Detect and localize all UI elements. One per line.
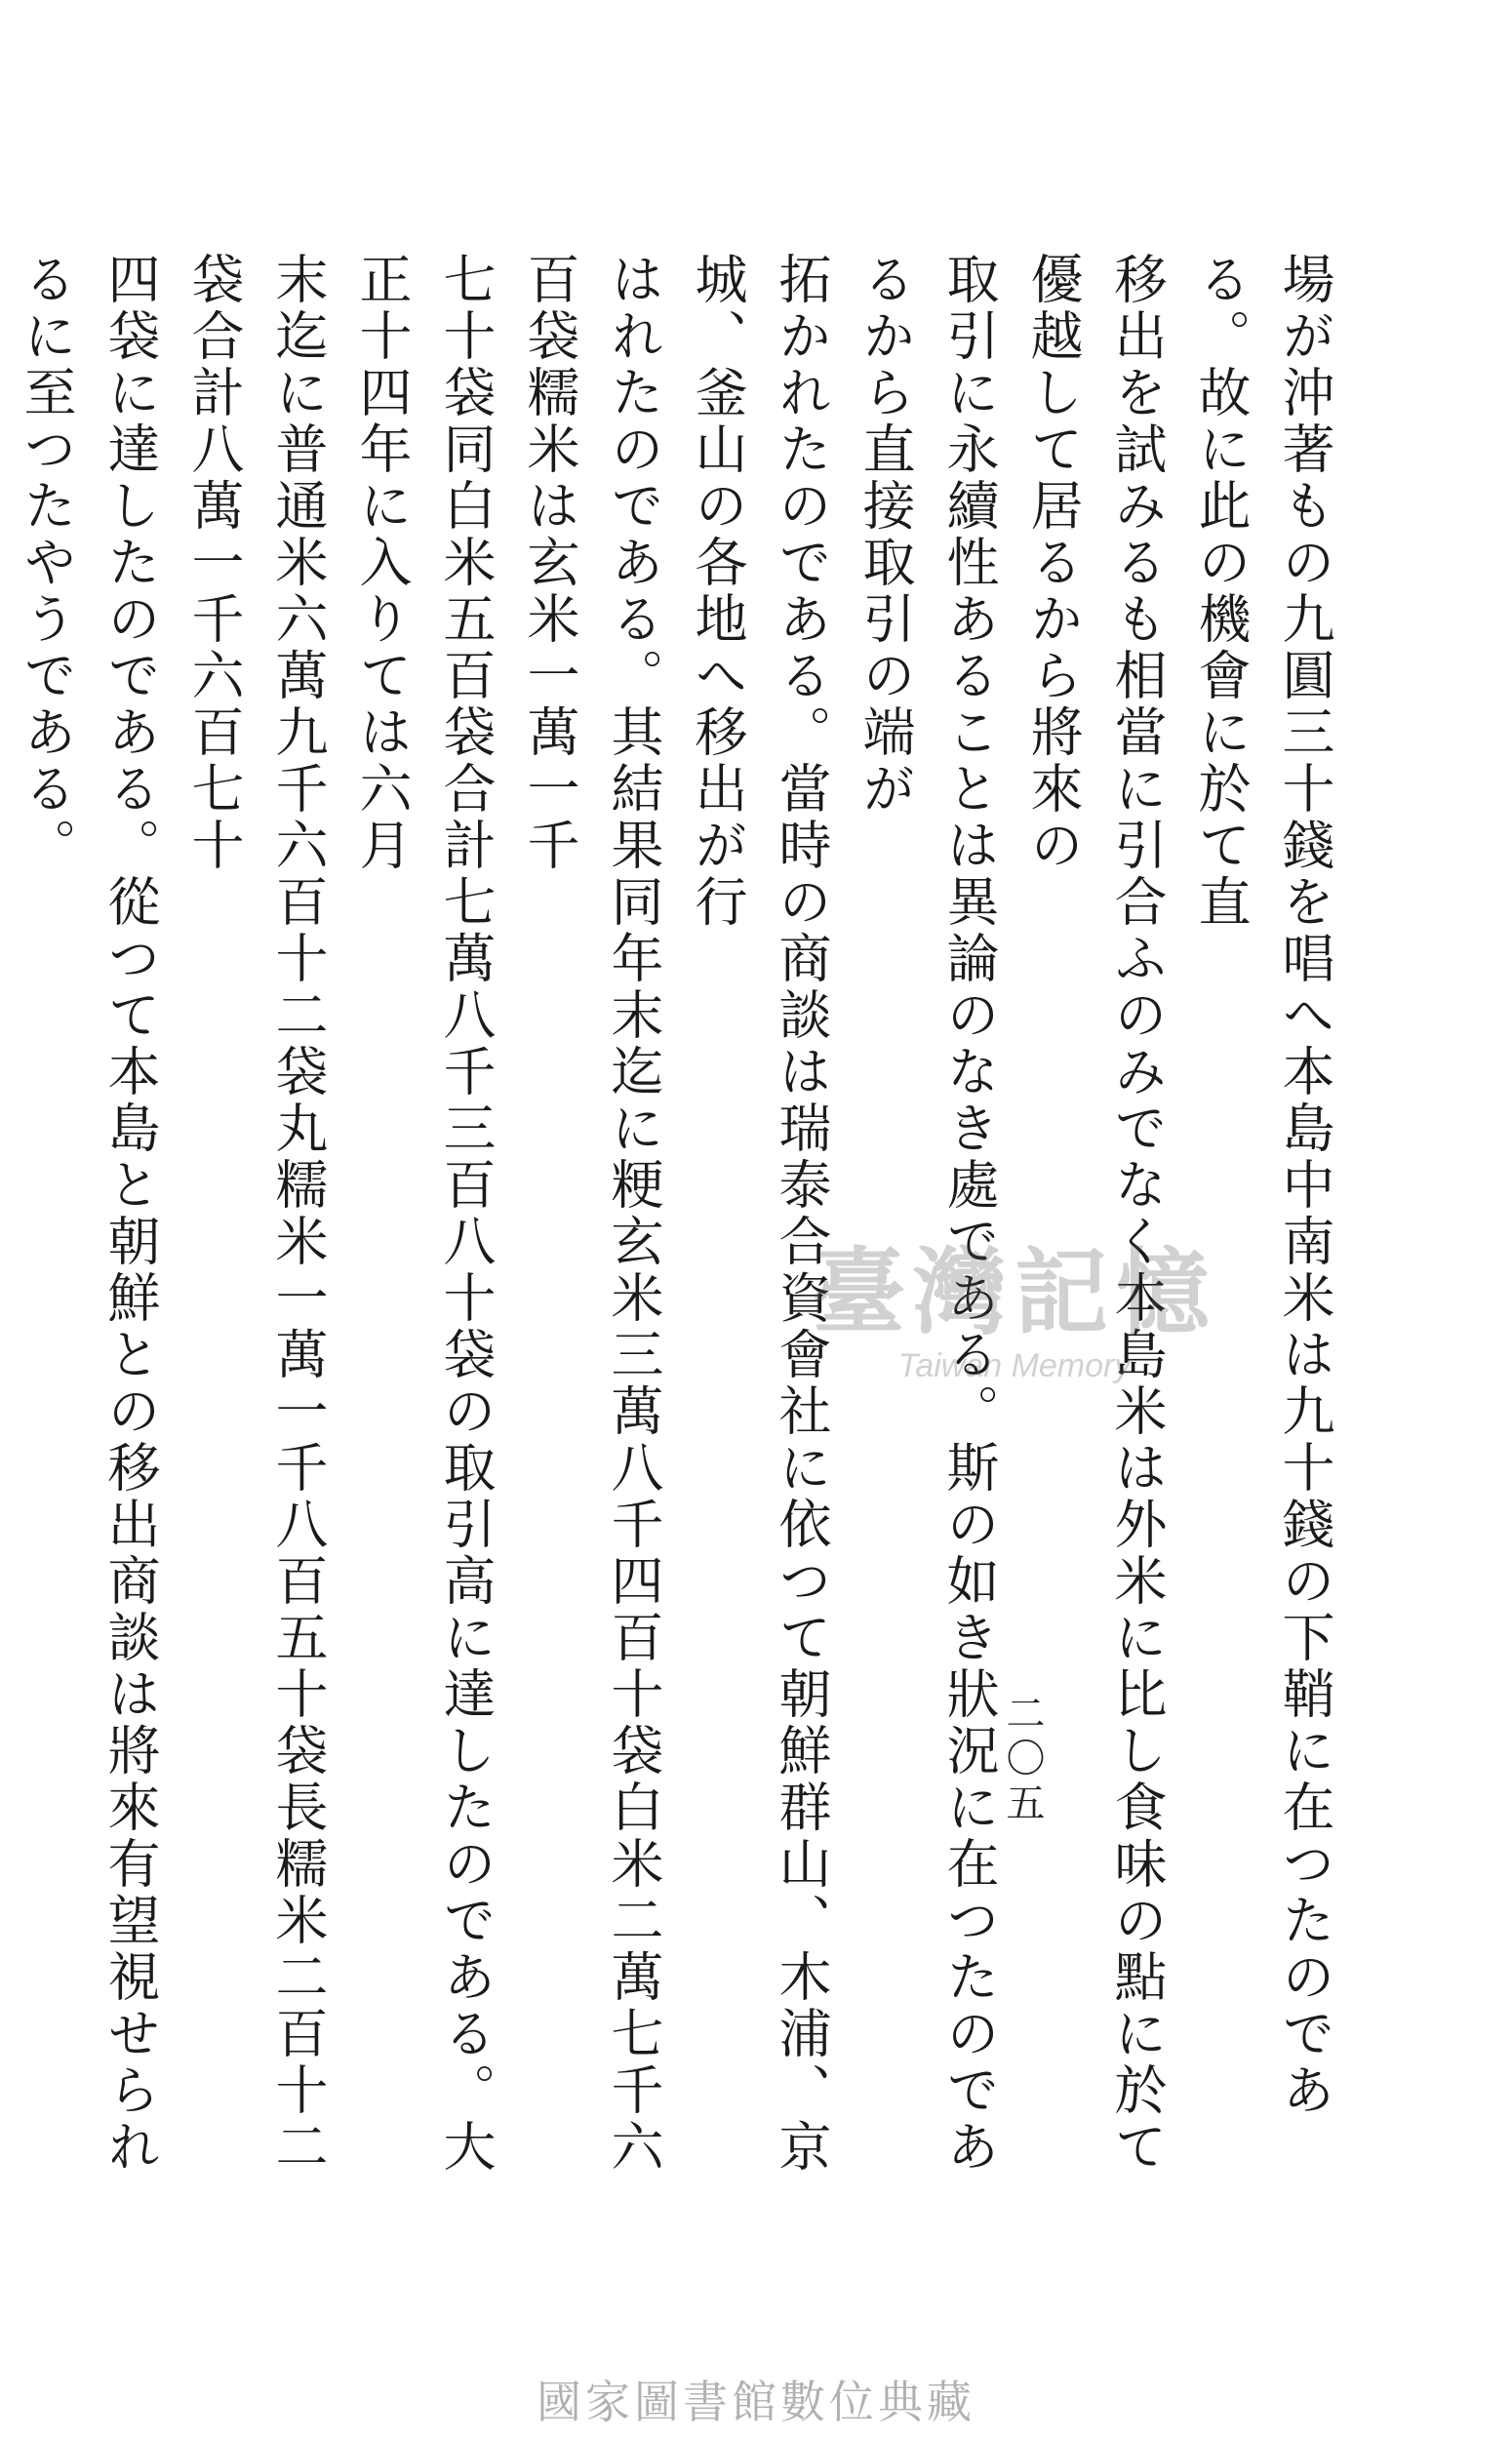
page-number: 二〇五 (1000, 1693, 1045, 1827)
text-column: はれたのである。其結果同年末迄に粳玄米三萬八千四百十袋白米二萬七千六百袋糯米は玄米一萬一千 (519, 252, 664, 2176)
text-column (0, 252, 4, 2183)
text-column: 四袋に達したのである。從つて本島と朝鮮との移出商談は將來有望視せられるに至つたやうである。 (16, 252, 161, 2176)
body-text (16, 252, 1346, 2183)
text-column: 移出を試みるも相當に引合ふのみでなく本島米は外米に比し食味の點に於て優越して居るから將來の (1022, 252, 1168, 2176)
text-column: 拓かれたのである。當時の商談は瑞泰合資會社に依つて朝鮮群山、木浦、京城、釜山の各地へ移出が行 (687, 252, 832, 2176)
text-column: 末迄に普通米六萬九千六百十二袋丸糯米一萬一千八百五十袋長糯米二百十二袋合計八萬一千六百七十 (183, 252, 329, 2176)
text-column: 七十袋同白米五百袋合計七萬八千三百八十袋の取引高に達したのである。大正十四年に入りては六月 (351, 252, 497, 2176)
text-column: 場が沖著もの九圓三十錢を唱へ本島中南米は九十錢の下鞘に在つたのである。故に此の機會に於て直 (1190, 252, 1335, 2119)
text-column: 取引に永續性あることは異論のなき處である。斯の如き狀況に在つたのであるから直接取引の端が (855, 252, 1000, 2176)
watermark-cn: 臺灣記憶 (812, 1237, 1217, 1347)
watermark-en: Taiwan Memory (897, 1347, 1132, 1384)
footer-caption: 國家圖書館數位典藏 (537, 2376, 975, 2428)
